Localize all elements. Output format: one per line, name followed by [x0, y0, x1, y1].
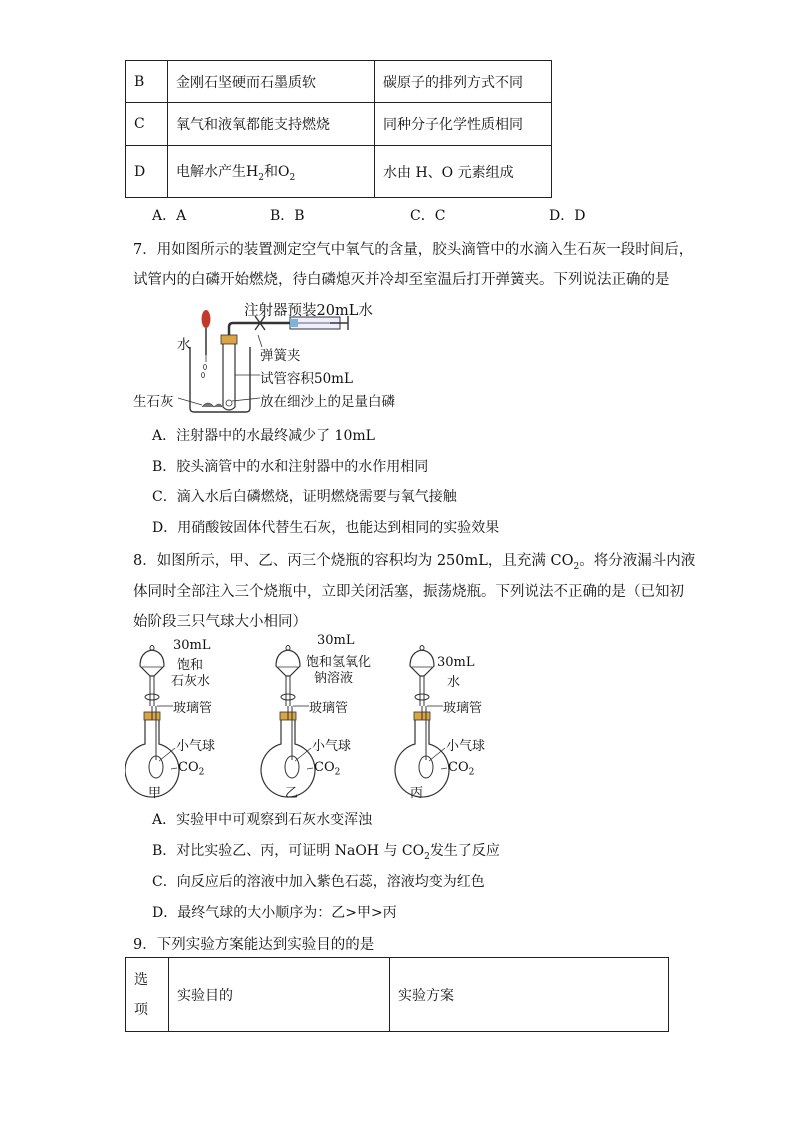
co2-text: CO: [314, 760, 335, 775]
table-header-row: [126, 958, 669, 1032]
flask2-name: 乙: [285, 786, 299, 801]
glass-tube-label: 玻璃管: [443, 701, 483, 716]
q7-option-c[interactable]: C．滴入水后白磷燃烧，证明燃烧需要与氧气接触: [152, 489, 457, 505]
q7-option-a[interactable]: A．注射器中的水最终减少了 10mL: [152, 428, 375, 444]
q8-stem-line2: 体同时全部注入三个烧瓶中，立即关闭活塞，振荡烧瓶。下列说法不正确的是（已知初: [133, 584, 684, 600]
q8-stem-line1: [133, 549, 695, 572]
balloon-label: 小气球: [446, 739, 486, 754]
header-plan: 实验方案: [390, 958, 669, 1032]
q7-stem-line1: 7．用如图所示的装置测定空气中氧气的含量，胶头滴管中的水滴入生石灰一段时间后，: [133, 242, 694, 258]
table-row: [126, 103, 552, 146]
q8-stem-line3: 始阶段三只气球大小相同）: [133, 614, 307, 630]
header-option: [126, 958, 169, 1032]
table-q6: [125, 60, 552, 198]
option-text: B．对比实验乙、丙，可证明 NaOH 与 CO: [152, 843, 425, 859]
co2-label: [178, 760, 204, 778]
fact-text: 和O: [263, 163, 290, 180]
header-text: 项: [134, 1001, 148, 1018]
cell-fact: 金刚石坚硬而石墨质软: [168, 61, 375, 103]
cell-fact: [168, 146, 375, 198]
quicklime-icon: [202, 403, 222, 407]
co2-text: CO: [448, 760, 469, 775]
water-label: 水: [177, 337, 191, 353]
flask1-volume: 30mL: [173, 638, 211, 653]
dropper-icon: [202, 310, 211, 378]
cell-explanation: 碳原子的排列方式不同: [375, 61, 552, 103]
phosphorus-label: 放在细沙上的足量白磷: [260, 394, 395, 410]
cell-explanation: 同种分子化学性质相同: [375, 103, 552, 146]
table-row: [126, 61, 552, 103]
cell-option: C: [126, 103, 168, 146]
glass-tube-label: 玻璃管: [309, 701, 349, 716]
balloon-label: 小气球: [312, 739, 352, 754]
flask2-liquid-2: 钠溶液: [314, 671, 354, 686]
choice-d[interactable]: D．D: [549, 208, 586, 224]
beaker-icon: [190, 347, 250, 412]
stem-text: 8．如图所示，甲、乙、丙三个烧瓶的容积均为 250mL，且充满 CO: [133, 553, 574, 569]
header-text: 选: [134, 971, 148, 988]
subscript: 2: [573, 561, 580, 572]
q8-option-d[interactable]: D．最终气球的大小顺序为：乙>甲>丙: [152, 905, 397, 921]
option-text: 发生了反应: [429, 843, 500, 859]
flask3-volume: 30mL: [437, 655, 475, 670]
white-phosphorus-icon: [226, 400, 232, 406]
flask1-liquid-1: 饱和: [177, 658, 204, 673]
tube-volume-label: 试管容积50mL: [260, 371, 353, 387]
choice-a[interactable]: A．A: [152, 208, 187, 224]
balloon-label: 小气球: [176, 739, 216, 754]
clamp-label: 弹簧夹: [260, 348, 301, 364]
q8-option-b[interactable]: [152, 840, 500, 862]
cell-option: D: [126, 146, 168, 198]
choice-b[interactable]: B．B: [270, 208, 305, 224]
stopper-icon: [221, 335, 237, 344]
subscript: 2: [289, 172, 296, 183]
syringe-label: 注射器预装20mL水: [244, 303, 373, 319]
flask1-liquid-2: 石灰水: [171, 674, 211, 689]
q9-stem: 9．下列实验方案能达到实验目的的是: [133, 937, 375, 953]
q7-option-d[interactable]: D．用硝酸铵固体代替生石灰，也能达到相同的实验效果: [152, 520, 500, 536]
header-purpose: 实验目的: [169, 958, 390, 1032]
flask-jia-icon: [125, 646, 179, 798]
cell-explanation: 水由 H、O 元素组成: [375, 146, 552, 198]
q7-option-b[interactable]: B．胶头滴管中的水和注射器中的水作用相同: [152, 459, 429, 475]
subscript: 2: [258, 172, 264, 183]
choice-c[interactable]: C．C: [410, 208, 446, 224]
quicklime-label: 生石灰: [133, 394, 174, 410]
table-q9: [125, 957, 669, 1032]
co2-label: [448, 760, 474, 778]
fact-text: 电解水产生H: [176, 163, 259, 180]
cell-option: B: [126, 61, 168, 103]
co2-label: [314, 760, 340, 778]
subscript: 2: [424, 851, 430, 862]
subscript: 2: [334, 767, 341, 778]
q8-option-c[interactable]: C．向反应后的溶液中加入紫色石蕊，溶液均变为红色: [152, 874, 485, 890]
subscript: 2: [468, 767, 475, 778]
flask1-name: 甲: [148, 786, 162, 801]
flask3-name: 丙: [410, 786, 424, 801]
cell-fact: 氧气和液氧都能支持燃烧: [168, 103, 375, 146]
flask2-volume: 30mL: [317, 633, 355, 648]
stem-text: 。将分液漏斗内液: [579, 553, 696, 569]
table-row: [126, 146, 552, 198]
subscript: 2: [198, 767, 205, 778]
glass-tube-label: 玻璃管: [173, 701, 213, 716]
q7-stem-line2: 试管内的白磷开始燃烧，待白磷熄灭并冷却至室温后打开弹簧夹。下列说法正确的是: [133, 272, 670, 288]
co2-text: CO: [178, 760, 199, 775]
flask2-liquid-1: 饱和氢氧化: [306, 655, 372, 670]
flask3-liquid-1: 水: [447, 675, 461, 690]
q8-option-a[interactable]: A．实验甲中可观察到石灰水变浑浊: [152, 812, 373, 828]
